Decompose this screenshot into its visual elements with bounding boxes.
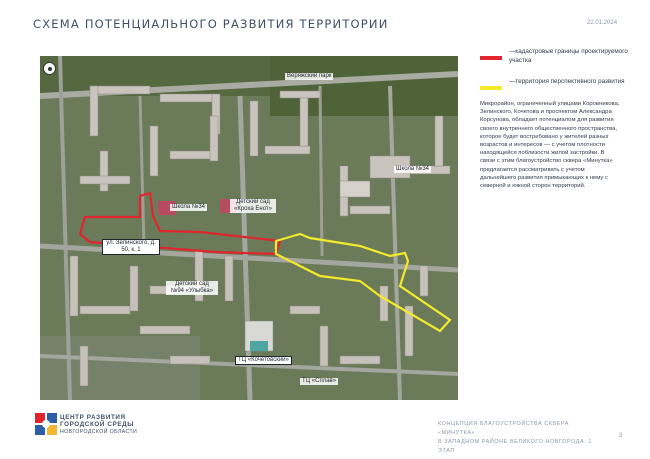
label-school-34-right: Школа №34 [396,166,430,172]
legend-item-cadastral [480,45,640,75]
label-kindergarten-ulybka: Детский сад №94 «Улыбка» [166,281,218,295]
label-kindergarten-krokha: Детский сад «Кроха Енот» [230,199,276,213]
label-mall-spliav: ТЦ «Сплав» [302,378,337,384]
label-mall-kochetovsky: ТЦ «Кочетовский» [235,356,292,365]
org-line-3: НОВГОРОДСКОЙ ОБЛАСТИ [60,428,138,435]
organization-name [60,414,137,436]
label-address-zelinskogo: ул. Зелинского, д. 50, к. 1 [102,239,160,255]
north-arrow-icon [43,62,56,75]
page-number: 3 [619,433,623,439]
page-date: 22.01.2024 [587,20,618,26]
doc-line-2: В ЗАПАДНОМ РАЙОНЕ ВЕЛИКОГО НОВГОРОДА. 1 ЭТАП [438,439,593,454]
label-school-34-left: Школа №34 [172,204,206,210]
description-text: Микрорайон, ограниченный улицами Коровникова, Зелинского, Кочетова и проспектом Александра Корсунова, обладает потенциалом для развития своего внутреннего общественного пространства, которое будет востребовано у жителей разных возрастов и интересов — с учетом плотности находящейся поблизости жилой застройки. В связи с этим благоустройство сквера «Минутка» предлагается рассматривать с учетом дальнейшего развития примыкающих к нему с северной и южной сторон территорий. [480,101,620,190]
aerial-map-image [40,56,458,400]
org-line-1: ЦЕНТР РАЗВИТИЯ [60,414,126,421]
document-title [438,420,608,456]
org-line-2: ГОРОДСКОЙ СРЕДЫ [60,421,134,429]
map-legend [480,45,640,105]
doc-line-1: КОНЦЕПЦИЯ БЛАГОУСТРОЙСТВА СКВЕРА «МИНУТКА» [438,421,569,436]
legend-text-cadastral: —кадастровые границы проектируемого участка [509,48,628,64]
aerial-map [40,56,458,400]
organization-logo-icon [35,413,57,435]
legend-text-prospective: —территория перспективного развития [509,78,625,85]
label-veriazhsky-park: Веряжский парк [287,73,332,79]
page-title: СХЕМА ПОТЕНЦИАЛЬНОГО РАЗВИТИЯ ТЕРРИТОРИИ [33,17,389,31]
legend-swatch-yellow [480,86,502,90]
legend-swatch-red [480,56,502,60]
